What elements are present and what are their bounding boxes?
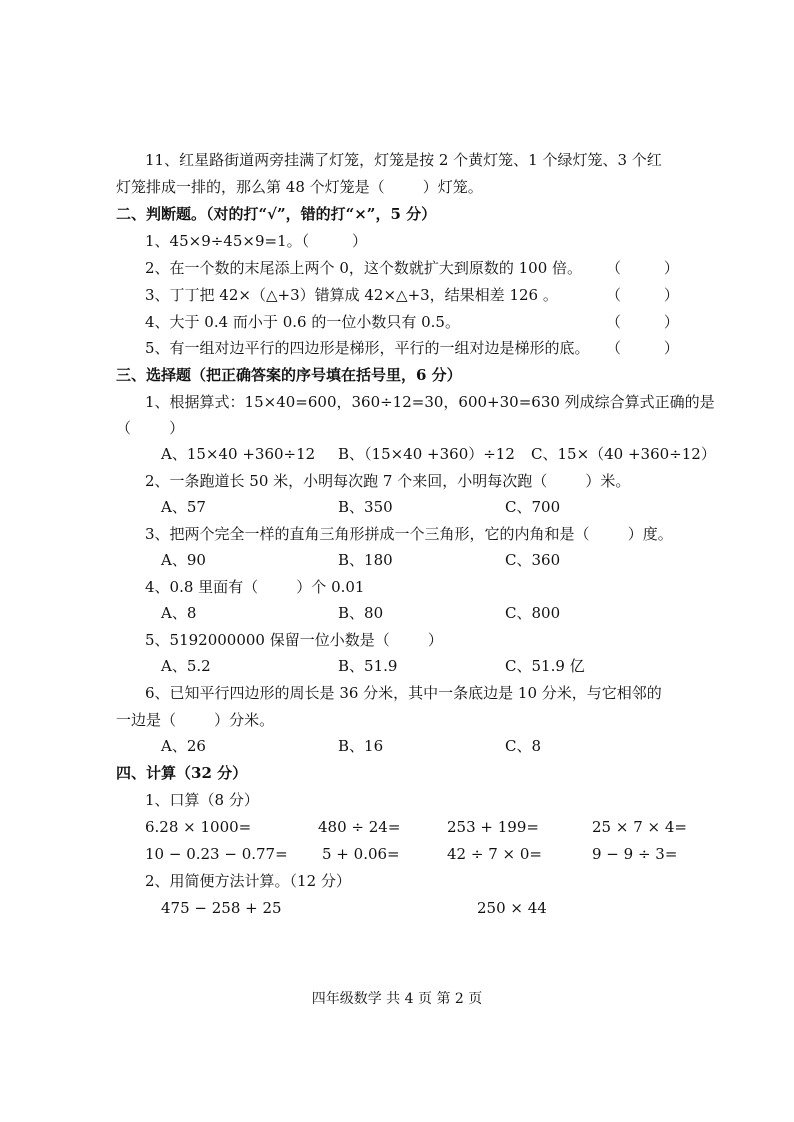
choice-q5-option-b: B、51.9 [338, 657, 398, 675]
oral-calc-item: 9 − 9 ÷ 3= [592, 845, 678, 863]
choice-q3-option-b: B、180 [338, 551, 393, 569]
oral-calc-item: 42 ÷ 7 × 0= [447, 845, 542, 863]
oral-calc-heading: 1、口算（8 分） [145, 791, 259, 809]
choice-q3-option-c: C、360 [505, 551, 561, 569]
choice-q4-option-b: B、80 [338, 604, 384, 622]
choice-q1-line2: （ ） [116, 419, 185, 437]
choice-q1-option-a: A、15×40 +360÷12 [161, 445, 316, 463]
judge-item-2-paren[interactable]: （ ） [606, 259, 679, 277]
choice-q6-option-a: A、26 [161, 737, 206, 755]
choice-q3-option-a: A、90 [161, 551, 206, 569]
choice-q1-option-c: C、15×（40 +360÷12） [531, 445, 716, 463]
judge-item-5-paren[interactable]: （ ） [606, 339, 679, 357]
choice-q5-option-a: A、5.2 [161, 657, 211, 675]
section2-title: 二、判断题。（对的打“√”，错的打“×”，5 分） [116, 205, 437, 223]
choice-q2-stem: 2、一条跑道长 50 米，小明每次跑 7 个来回，小明每次跑（ ）米。 [145, 472, 631, 490]
choice-q6-line1: 6、已知平行四边形的周长是 36 分米，其中一条底边是 10 分米，与它相邻的 [145, 684, 662, 702]
simplified-calc-item: 475 − 258 + 25 [161, 899, 282, 917]
judge-item-2: 2、在一个数的末尾添上两个 0，这个数就扩大到原数的 100 倍。 [145, 259, 583, 277]
choice-q2-option-b: B、350 [338, 498, 393, 516]
q11-line1: 11、红星路街道两旁挂满了灯笼，灯笼是按 2 个黄灯笼、1 个绿灯笼、3 个红 [145, 151, 662, 169]
choice-q6-option-c: C、8 [505, 737, 542, 755]
judge-item-1: 1、45×9÷45×9=1。（ ） [145, 232, 368, 250]
judge-item-4-paren[interactable]: （ ） [606, 313, 679, 331]
choice-q2-option-c: C、700 [505, 498, 561, 516]
oral-calc-item: 480 ÷ 24= [318, 818, 401, 836]
choice-q4-option-a: A、8 [161, 604, 197, 622]
section4-title: 四、计算（32 分） [116, 764, 248, 782]
oral-calc-item: 10 − 0.23 − 0.77= [145, 845, 288, 863]
simplified-calc-item: 250 × 44 [477, 899, 547, 917]
choice-q1-line1: 1、根据算式：15×40=600，360÷12=30，600+30=630 列成综合算式正确的是 [145, 393, 715, 411]
oral-calc-item: 25 × 7 × 4= [592, 818, 687, 836]
choice-q4-stem: 4、0.8 里面有（ ）个 0.01 [145, 578, 365, 596]
oral-calc-item: 5 + 0.06= [322, 845, 400, 863]
choice-q2-option-a: A、57 [161, 498, 206, 516]
oral-calc-item: 253 + 199= [447, 818, 539, 836]
judge-item-4: 4、大于 0.4 而小于 0.6 的一位小数只有 0.5。 [145, 313, 460, 331]
choice-q3-stem: 3、把两个完全一样的直角三角形拼成一个三角形，它的内角和是（ ）度。 [145, 525, 673, 543]
choice-q5-stem: 5、5192000000 保留一位小数是（ ） [145, 631, 443, 649]
page-footer: 四年级数学 共 4 页 第 2 页 [311, 991, 483, 1007]
choice-q6-option-b: B、16 [338, 737, 384, 755]
choice-q4-option-c: C、800 [505, 604, 561, 622]
choice-q6-line2: 一边是（ ）分米。 [116, 711, 275, 729]
section3-title: 三、选择题（把正确答案的序号填在括号里，6 分） [116, 366, 462, 384]
judge-item-3: 3、丁丁把 42×（△+3）错算成 42×△+3，结果相差 126 。 [145, 286, 558, 304]
simplified-calc-heading: 2、用简便方法计算。（12 分） [145, 872, 351, 890]
choice-q1-option-b: B、（15×40 +360）÷12 [338, 445, 515, 463]
q11-line2: 灯笼排成一排的，那么第 48 个灯笼是（ ）灯笼。 [116, 178, 483, 196]
choice-q5-option-c: C、51.9 亿 [505, 657, 585, 675]
judge-item-3-paren[interactable]: （ ） [606, 286, 679, 304]
oral-calc-item: 6.28 × 1000= [145, 818, 252, 836]
judge-item-5: 5、有一组对边平行的四边形是梯形，平行的一组对边是梯形的底。 [145, 339, 590, 357]
